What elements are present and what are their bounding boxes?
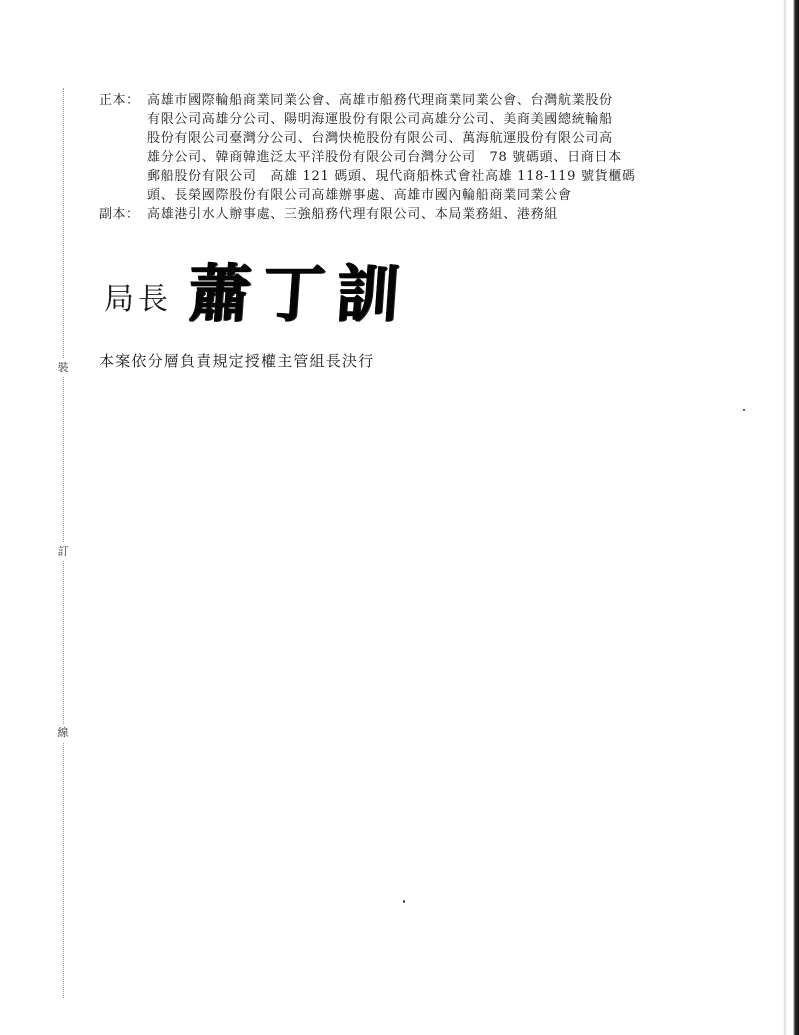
binding-mark-middle: 訂: [55, 543, 71, 561]
recipient-line: 股份有限公司臺灣分公司、台灣快桅股份有限公司、萬海航運股份有限公司高: [147, 131, 613, 146]
delegation-note: 本案依分層負責規定授權主管組長決行: [99, 352, 375, 370]
recipient-line: 高雄市國際輪船商業同業公會、高雄市船務代理商業同業公會、台灣航業股份: [147, 93, 613, 108]
recipients-block: [99, 91, 699, 224]
director-title: 局長: [104, 282, 172, 317]
scan-edge: [783, 0, 799, 1035]
copy-recipients: [99, 205, 699, 224]
copy-recipients-label: 副本：: [99, 207, 140, 222]
binding-mark-bottom: 線: [55, 724, 71, 742]
scan-speck: [403, 900, 405, 903]
recipient-line: 有限公司高雄分公司、陽明海運股份有限公司高雄分公司、美商美國總統輪船: [147, 112, 613, 127]
director-signature-block: [104, 257, 413, 330]
copy-recipients-list: [147, 205, 699, 224]
recipient-line: 高雄港引水人辦事處、三強船務代理有限公司、本局業務組、港務組: [147, 207, 559, 222]
scan-speck: [743, 409, 745, 411]
main-recipients: [99, 91, 699, 205]
recipient-line: 郵船股份有限公司 高雄 121 碼頭、現代商船株式會社高雄 118-119 號貨櫃碼: [147, 169, 636, 184]
recipient-line: 頭、長榮國際股份有限公司高雄辦事處、高雄市國內輪船商業同業公會: [147, 188, 572, 203]
recipient-line: 雄分公司、韓商韓進泛太平洋股份有限公司台灣分公司 78 號碼頭、日商日本: [147, 150, 622, 165]
main-recipients-label: 正本：: [99, 93, 140, 108]
binding-mark-top: 裝: [55, 359, 71, 377]
main-recipients-list: [147, 91, 699, 205]
director-signature: 蕭丁訓: [185, 257, 413, 330]
